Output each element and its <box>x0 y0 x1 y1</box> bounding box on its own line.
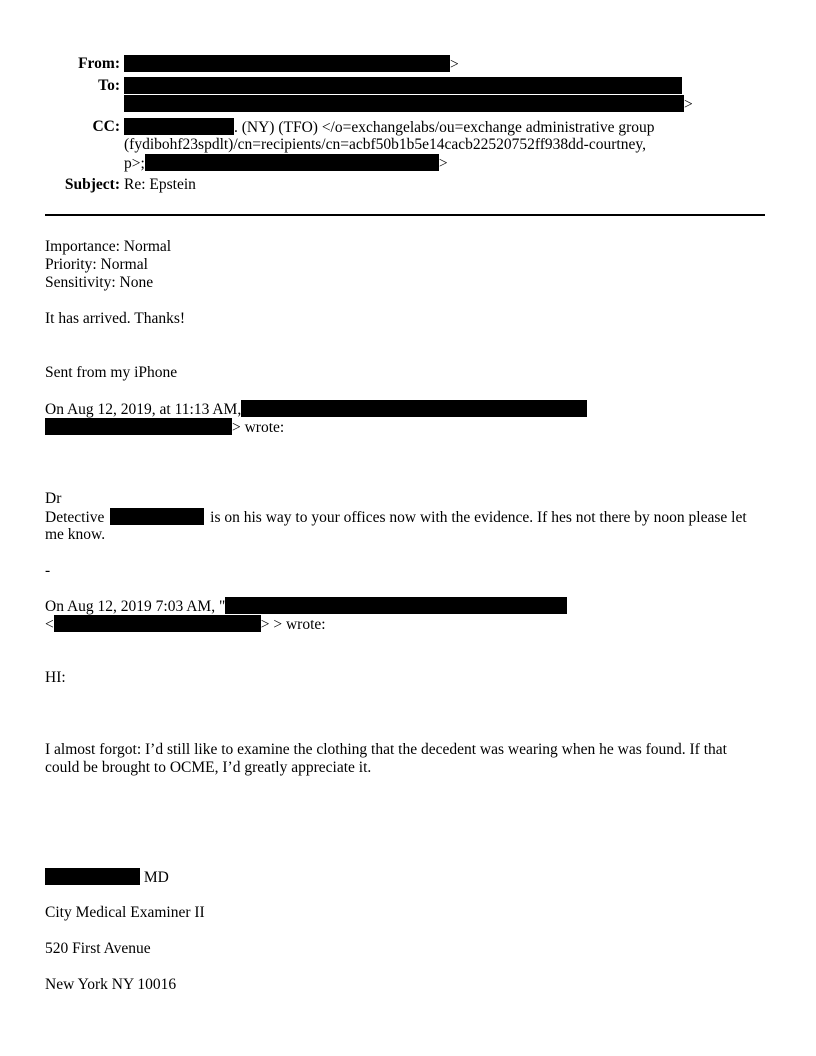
iphone-signature: Sent from my iPhone <box>45 364 178 381</box>
subject-value: Re: Epstein <box>124 176 196 193</box>
from-label: From: <box>78 55 120 72</box>
redaction-block <box>124 77 682 94</box>
paragraph-line2: could be brought to OCME, I’d greatly appreciate it. <box>45 759 372 776</box>
greeting-dr: Dr <box>45 490 62 507</box>
cc-line3-suffix: > <box>438 155 448 172</box>
cc-value-line3 <box>124 154 448 173</box>
to-suffix: > <box>684 96 693 113</box>
greeting-hi: HI: <box>45 669 66 686</box>
redaction-block <box>110 508 204 525</box>
redaction-block <box>54 615 261 632</box>
quote2-open: < <box>45 616 54 633</box>
importance: Importance: Normal <box>45 238 172 255</box>
quote1-header-line2 <box>45 418 284 437</box>
quote2-prefix: On Aug 12, 2019 7:03 AM, " <box>45 598 226 615</box>
quote1-prefix: On Aug 12, 2019, at 11:13 AM, <box>45 401 242 418</box>
redaction-block <box>145 154 439 171</box>
redaction-block <box>45 868 140 885</box>
cc-line1-text: . (NY) (TFO) </o=exchangelabs/ou=exchange administrative group <box>234 119 655 136</box>
quote1-header <box>45 400 587 419</box>
redaction-block <box>241 400 587 417</box>
to-value-line2 <box>124 95 693 114</box>
address-line2: New York NY 10016 <box>45 976 177 993</box>
detective-line <box>45 508 747 527</box>
reply-text: It has arrived. Thanks! <box>45 310 186 327</box>
quote1-wrote: > wrote: <box>232 419 285 436</box>
quote2-header <box>45 597 567 616</box>
redaction-block <box>124 95 684 112</box>
subject-label: Subject: <box>64 176 120 193</box>
from-value <box>124 55 459 74</box>
header-divider <box>45 214 765 216</box>
detective-rest: is on his way to your offices now with the evidence. If hes not there by noon please let <box>210 509 747 526</box>
md-suffix: MD <box>143 869 169 886</box>
quote2-wrote: > > wrote: <box>260 616 326 633</box>
quote2-header-line2 <box>45 615 326 634</box>
detective-word: Detective <box>45 509 105 526</box>
redaction-block <box>124 118 234 135</box>
to-value-line1 <box>124 77 682 96</box>
to-label: To: <box>98 77 120 94</box>
detective-line2: me know. <box>45 526 106 543</box>
sensitivity: Sensitivity: None <box>45 274 154 291</box>
cc-line3-prefix: p>; <box>124 155 145 172</box>
from-suffix: > <box>450 56 459 73</box>
address-line1: 520 First Avenue <box>45 940 151 957</box>
examiner-title: City Medical Examiner II <box>45 904 205 921</box>
redaction-block <box>45 418 232 435</box>
cc-value-line1 <box>124 118 655 137</box>
priority: Priority: Normal <box>45 256 148 273</box>
examiner-name <box>45 868 169 887</box>
dash: - <box>45 562 51 579</box>
redaction-block <box>225 597 567 614</box>
paragraph-line1: I almost forgot: I’d still like to examine the clothing that the decedent was wearing when he was found. If that <box>45 741 727 758</box>
redaction-block <box>124 55 450 72</box>
cc-label: CC: <box>92 118 120 135</box>
cc-value-line2: (fydibohf23spdlt)/cn=recipients/cn=acbf50b1b5e14cacb22520752ff938dd-courtney, <box>124 136 646 153</box>
